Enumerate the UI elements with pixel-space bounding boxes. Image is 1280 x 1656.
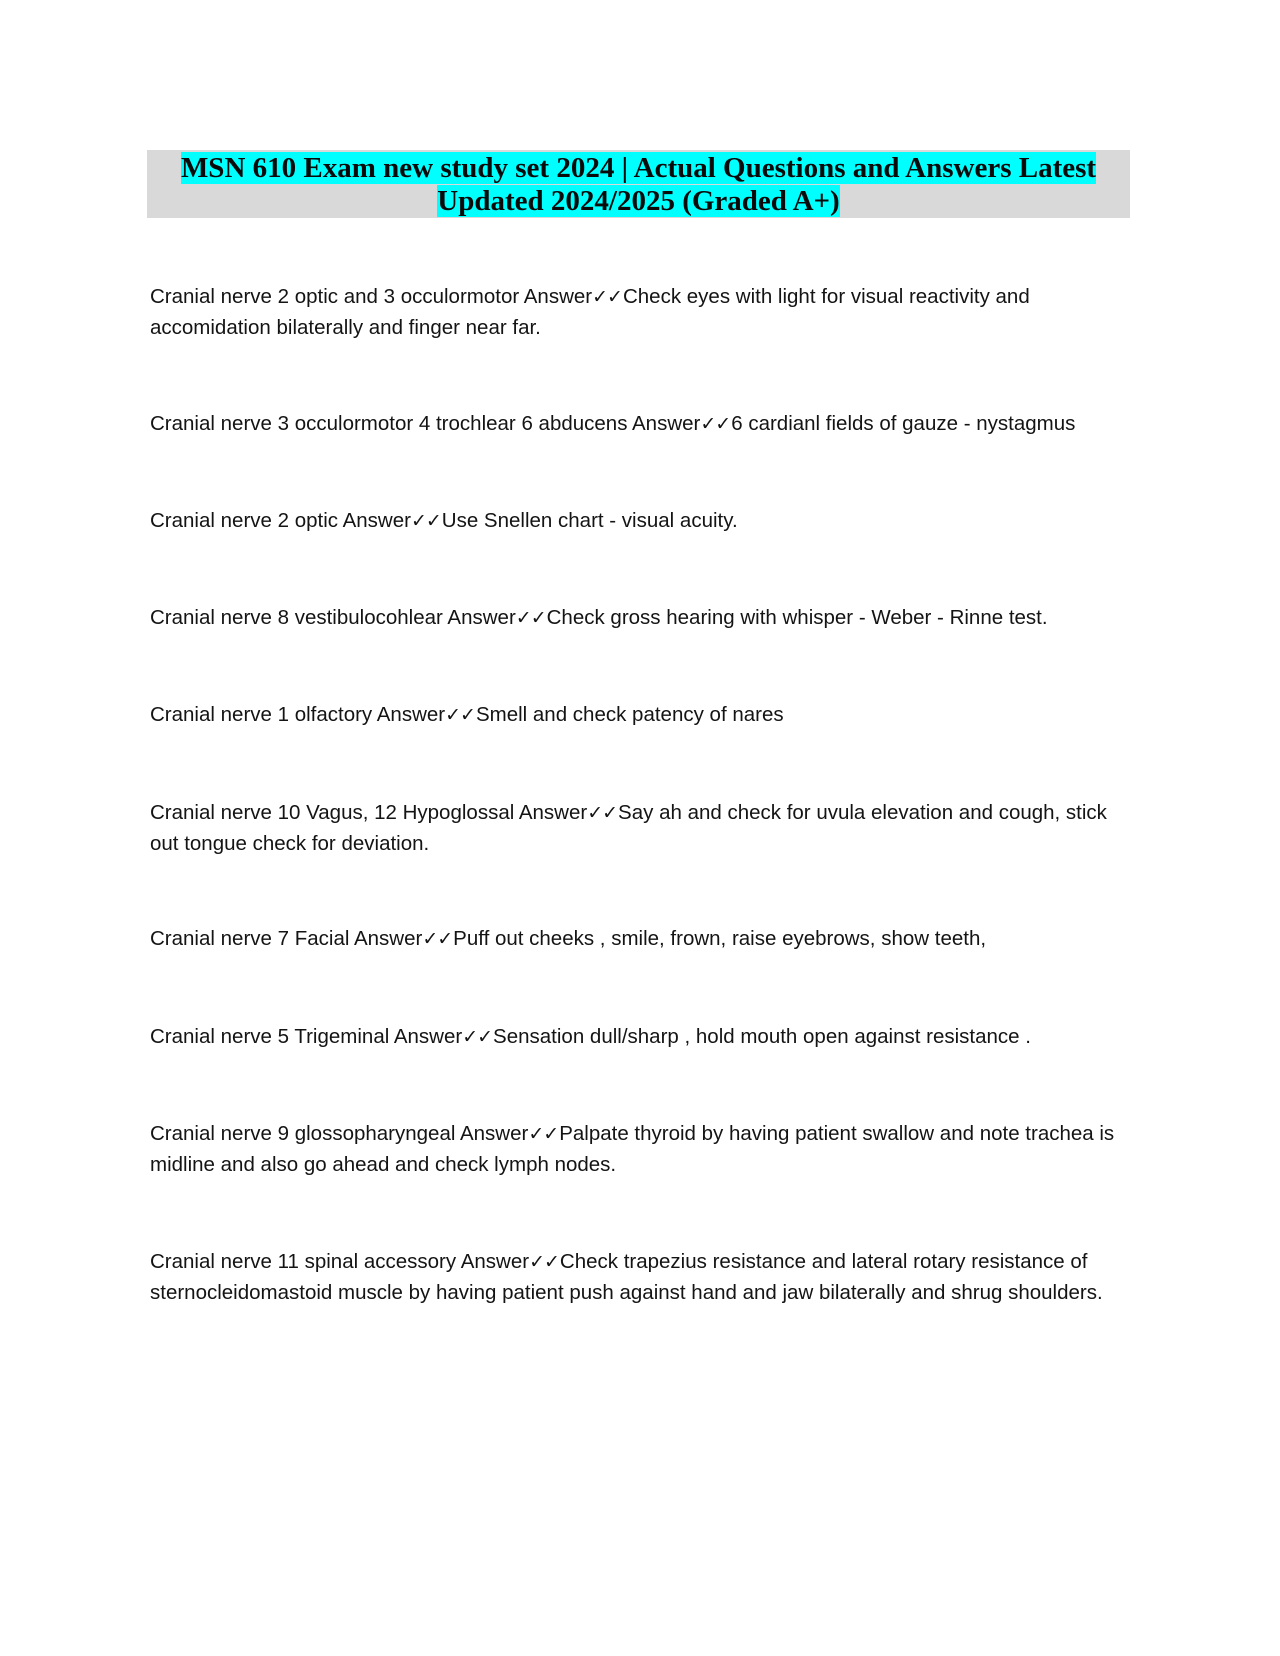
question-text: Cranial nerve 3 occulormotor 4 trochlear 6 abducens Answer [150,412,701,435]
answer-text: Check trapezius resistance and lateral rotary resistance of sternocleidomastoid muscle by having patient push against hand and jaw bilaterally and shrug shoulders. [150,1250,1103,1304]
double-check-icon: ✓✓ [592,286,622,308]
qa-item [150,282,1140,343]
qa-item [150,603,1140,634]
answer-text: Say ah and check for uvula elevation and cough, stick out tongue check for deviation. [150,801,1107,855]
answer-text: Palpate thyroid by having patient swallow and note trachea is midline and also go ahead and check lymph nodes. [150,1122,1115,1176]
question-text: Cranial nerve 8 vestibulocohlear Answer [150,606,516,629]
double-check-icon: ✓✓ [700,413,731,435]
answer-text: Puff out cheeks , smile, frown, raise eyebrows, show teeth, [453,927,987,950]
double-check-icon: ✓✓ [410,510,441,532]
qa-item [150,1247,1140,1308]
qa-item [150,798,1140,859]
question-text: Cranial nerve 1 olfactory Answer [150,703,446,726]
double-check-icon: ✓✓ [462,1026,493,1048]
document-title [147,150,1130,218]
question-text: Cranial nerve 9 glossopharyngeal Answer [150,1122,529,1145]
title-line-1-text: MSN 610 Exam new study set 2024 | Actual Questions and Answers Latest [180,152,1097,184]
qa-item [150,700,1140,731]
double-check-icon: ✓✓ [445,704,475,726]
double-check-icon: ✓✓ [529,1251,559,1273]
answer-text: Smell and check patency of nares [475,703,784,726]
double-check-icon: ✓✓ [528,1123,559,1145]
qa-item [150,1022,1140,1053]
answer-text: Sensation dull/sharp , hold mouth open against resistance . [493,1025,1031,1048]
qa-item [150,506,1140,537]
qa-item [150,924,1140,955]
qa-item [150,1119,1140,1180]
answer-text: Check gross hearing with whisper - Weber - Rinne test. [546,606,1048,629]
title-line-1 [147,152,1130,185]
double-check-icon: ✓✓ [515,607,546,629]
double-check-icon: ✓✓ [422,928,453,950]
double-check-icon: ✓✓ [587,802,618,824]
qa-item [150,409,1140,440]
title-line-2-text: Updated 2024/2025 (Graded A+) [437,185,840,217]
answer-text: 6 cardianl fields of gauze - nystagmus [731,412,1076,435]
question-text: Cranial nerve 2 optic Answer [150,509,411,532]
question-text: Cranial nerve 5 Trigeminal Answer [150,1025,463,1048]
question-text: Cranial nerve 11 spinal accessory Answer [150,1250,530,1273]
question-text: Cranial nerve 2 optic and 3 occulormotor Answer [150,285,593,308]
answer-text: Use Snellen chart - visual acuity. [441,509,738,532]
question-text: Cranial nerve 7 Facial Answer [150,927,423,950]
answer-text: Check eyes with light for visual reactivity and accomidation bilaterally and finger near far. [150,285,1030,339]
title-line-2 [147,185,1130,218]
question-text: Cranial nerve 10 Vagus, 12 Hypoglossal Answer [150,801,588,824]
